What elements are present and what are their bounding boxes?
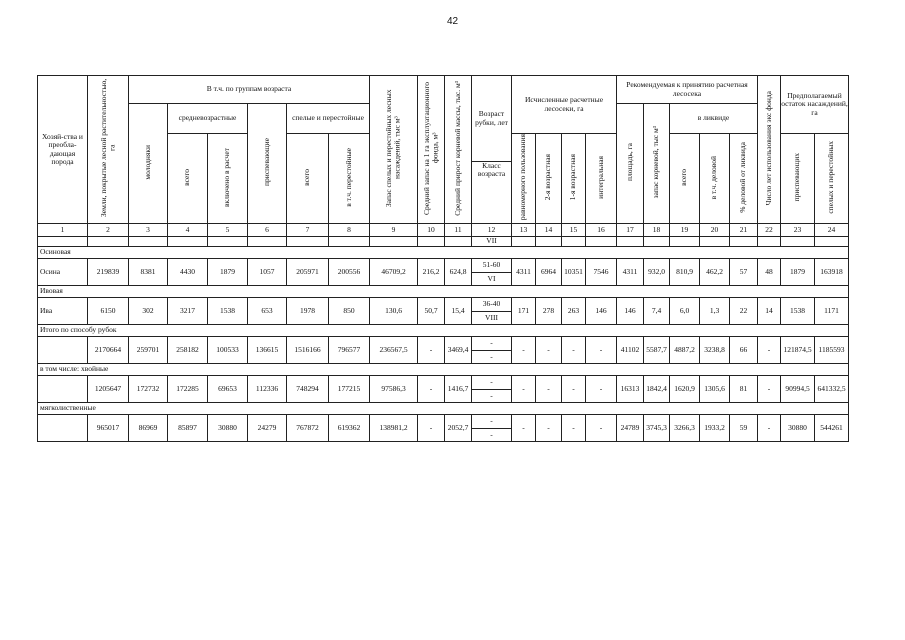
data-cell: 4311 [617, 259, 644, 286]
data-cell: 86969 [129, 415, 168, 442]
data-cell: 41102 [617, 337, 644, 364]
column-number: 13 [512, 224, 536, 237]
empty-cell [758, 237, 781, 247]
data-cell: 100533 [208, 337, 248, 364]
data-cell: 1879 [781, 259, 815, 286]
data-cell: - [562, 376, 586, 403]
data-cell: 163918 [815, 259, 849, 286]
data-cell: 748294 [287, 376, 329, 403]
data-cell: 81 [730, 376, 758, 403]
column-number: 22 [758, 224, 781, 237]
cutting-age-range: 36-40 [482, 299, 501, 309]
empty-cell [445, 237, 472, 247]
group-header-row [38, 286, 849, 298]
row-label: Осина [38, 259, 88, 286]
table-row [38, 259, 849, 286]
data-cell: - [512, 415, 536, 442]
group-header-row [38, 325, 849, 337]
data-cell: 24789 [617, 415, 644, 442]
empty-cell [512, 237, 536, 247]
cutting-age-range: - [490, 377, 493, 387]
cutting-age-cell [472, 259, 512, 286]
empty-cell [418, 237, 445, 247]
data-cell: 263 [562, 298, 586, 325]
header-included-calc: включено в расчет [208, 134, 248, 224]
header-second-age: 2-я возрастная [536, 134, 562, 224]
header-integral: интегральная [586, 134, 617, 224]
empty-cell [287, 237, 329, 247]
data-cell: 4311 [512, 259, 536, 286]
cutting-age-cell [472, 415, 512, 442]
data-cell: 138981,2 [370, 415, 418, 442]
header-total-c: всего [670, 134, 700, 224]
data-cell: 3266,3 [670, 415, 700, 442]
data-cell: 641332,5 [815, 376, 849, 403]
group-label: Ивовая [38, 286, 849, 298]
cutting-age-cell [472, 298, 512, 325]
header-total-b: всего [287, 134, 329, 224]
column-numbers-row [38, 224, 849, 237]
header-avg-stock: Средний запас на 1 га эксплуатационного фонда, м³ [418, 76, 445, 224]
data-cell: 6150 [88, 298, 129, 325]
data-cell: 1057 [248, 259, 287, 286]
cutting-age-cell [472, 337, 512, 364]
column-number: 12 [472, 224, 512, 237]
header-total-a: всего [168, 134, 208, 224]
header-stock-root: запас корневой, тыс м³ [644, 104, 670, 224]
group-header-row [38, 247, 849, 259]
header-farm-species: Хозяй-ства и преобла-дающая порода [38, 76, 88, 224]
data-cell: 7,4 [644, 298, 670, 325]
empty-cell [644, 237, 670, 247]
data-cell: 965017 [88, 415, 129, 442]
table-row [38, 415, 849, 442]
age-class-value: VI [472, 272, 511, 286]
age-class-value: VIII [472, 311, 511, 325]
data-cell: - [562, 415, 586, 442]
data-cell: 1516166 [287, 337, 329, 364]
header-calc-cuttings: Исчисленные расчетные лесосеки, га [512, 76, 617, 134]
data-cell: 810,9 [670, 259, 700, 286]
data-cell: 462,2 [700, 259, 730, 286]
data-cell: - [758, 376, 781, 403]
column-number: 7 [287, 224, 329, 237]
header-pct-commercial: % деловой от ликвида [730, 134, 758, 224]
data-cell: 1,3 [700, 298, 730, 325]
header-incl-overmature: в т.ч. перестойные [329, 134, 370, 224]
data-cell: 219839 [88, 259, 129, 286]
data-cell: 177215 [329, 376, 370, 403]
data-cell: 136615 [248, 337, 287, 364]
data-cell: - [586, 376, 617, 403]
age-class-value: - [472, 428, 511, 442]
data-cell: 1933,2 [700, 415, 730, 442]
data-cell: 205971 [287, 259, 329, 286]
data-cell: 767872 [287, 415, 329, 442]
data-cell: 3745,3 [644, 415, 670, 442]
group-label: Итого по способу рубок [38, 325, 849, 337]
empty-cell [208, 237, 248, 247]
column-number: 2 [88, 224, 129, 237]
empty-cell [815, 237, 849, 247]
column-number: 19 [670, 224, 700, 237]
row-label [38, 376, 88, 403]
data-cell: 200556 [329, 259, 370, 286]
header-stock-mature: Запас спелых и перестойных лесных насаждений, тыс м³ [370, 76, 418, 224]
data-cell: 1842,4 [644, 376, 670, 403]
cutting-age-range: - [490, 416, 493, 426]
empty-cell [248, 237, 287, 247]
data-cell: 653 [248, 298, 287, 325]
group-label: в том числе: хвойные [38, 364, 849, 376]
column-number: 6 [248, 224, 287, 237]
data-cell: 7546 [586, 259, 617, 286]
data-cell: - [418, 337, 445, 364]
empty-cell [370, 237, 418, 247]
column-number: 10 [418, 224, 445, 237]
header-expected-remainder: Предполагаемый остаток насаждений, га [781, 76, 849, 134]
row-label: Ива [38, 298, 88, 325]
table-row [38, 337, 849, 364]
data-cell: 850 [329, 298, 370, 325]
data-cell: 97586,3 [370, 376, 418, 403]
data-cell: - [418, 415, 445, 442]
forest-resource-table [37, 75, 849, 442]
column-number: 11 [445, 224, 472, 237]
data-cell: 544261 [815, 415, 849, 442]
data-cell: 57 [730, 259, 758, 286]
empty-cell [329, 237, 370, 247]
header-cutting-age: Возраст рубки, лет [472, 76, 512, 162]
data-cell: - [512, 337, 536, 364]
column-number: 16 [586, 224, 617, 237]
data-cell: 15,4 [445, 298, 472, 325]
column-number: 20 [700, 224, 730, 237]
data-cell: 302 [129, 298, 168, 325]
data-cell: - [758, 337, 781, 364]
header-avg-growth: Средний прирост корневой массы, тыс. м³ [445, 76, 472, 224]
row-label [38, 415, 88, 442]
data-cell: - [536, 376, 562, 403]
header-mature-group: спелые и перестойные [287, 104, 370, 134]
data-cell: - [512, 376, 536, 403]
header-incl-commercial: в т.ч. деловой [700, 134, 730, 224]
data-cell: 1185593 [815, 337, 849, 364]
empty-cell [168, 237, 208, 247]
data-cell: 2170664 [88, 337, 129, 364]
data-cell: 4430 [168, 259, 208, 286]
data-cell: 796577 [329, 337, 370, 364]
column-number: 21 [730, 224, 758, 237]
empty-row [38, 237, 849, 247]
data-cell: 5587,7 [644, 337, 670, 364]
data-cell: 130,6 [370, 298, 418, 325]
data-cell: - [586, 415, 617, 442]
data-cell: 4887,2 [670, 337, 700, 364]
data-cell: 236567,5 [370, 337, 418, 364]
data-cell: - [758, 415, 781, 442]
header-age-groups: В т.ч. по группам возраста [129, 76, 370, 104]
column-number: 8 [329, 224, 370, 237]
column-number: 5 [208, 224, 248, 237]
header-forest-land: Земли, покрытые лесной растительностью, га [88, 76, 129, 224]
header-maturing2: приспевающих [781, 134, 815, 224]
data-cell: 1978 [287, 298, 329, 325]
column-number: 9 [370, 224, 418, 237]
data-cell: - [536, 337, 562, 364]
data-cell: 172285 [168, 376, 208, 403]
data-cell: 216,2 [418, 259, 445, 286]
data-cell: - [562, 337, 586, 364]
empty-cell [536, 237, 562, 247]
data-cell: 1205647 [88, 376, 129, 403]
header-young: молодняки [129, 104, 168, 224]
data-cell: 932,0 [644, 259, 670, 286]
data-cell: 1620,9 [670, 376, 700, 403]
empty-cell [730, 237, 758, 247]
data-cell: - [418, 376, 445, 403]
data-cell: 619362 [329, 415, 370, 442]
cutting-age-cell [472, 376, 512, 403]
group-header-row [38, 364, 849, 376]
empty-cell [670, 237, 700, 247]
data-cell: 16313 [617, 376, 644, 403]
data-cell: 121874,5 [781, 337, 815, 364]
data-cell: 24279 [248, 415, 287, 442]
table-row [38, 376, 849, 403]
header-uniform: равномерного пользования [512, 134, 536, 224]
data-cell: - [536, 415, 562, 442]
data-cell: 146 [586, 298, 617, 325]
data-cell: 50,7 [418, 298, 445, 325]
data-cell: 66 [730, 337, 758, 364]
data-cell: 1879 [208, 259, 248, 286]
data-cell: 59 [730, 415, 758, 442]
header-maturing: приспевающие [248, 104, 287, 224]
header-years-use: Число лет использования экс фонда [758, 76, 781, 224]
data-cell: 1171 [815, 298, 849, 325]
column-number: 24 [815, 224, 849, 237]
column-number: 15 [562, 224, 586, 237]
header-area: площадь, га [617, 104, 644, 224]
column-number: 14 [536, 224, 562, 237]
data-cell: 22 [730, 298, 758, 325]
data-cell: 3238,8 [700, 337, 730, 364]
data-cell: 30880 [208, 415, 248, 442]
empty-cell [38, 237, 88, 247]
data-cell: 1538 [208, 298, 248, 325]
data-cell: 46709,2 [370, 259, 418, 286]
data-cell: 171 [512, 298, 536, 325]
data-cell: 146 [617, 298, 644, 325]
data-cell: 172732 [129, 376, 168, 403]
group-label: Осиновая [38, 247, 849, 259]
data-cell: 2052,7 [445, 415, 472, 442]
empty-cell [700, 237, 730, 247]
empty-cell [129, 237, 168, 247]
header-liquid: в ликвиде [670, 104, 758, 134]
empty-cell [781, 237, 815, 247]
data-cell: 1538 [781, 298, 815, 325]
data-cell: 10351 [562, 259, 586, 286]
group-header-row [38, 403, 849, 415]
group-label: мягколиственные [38, 403, 849, 415]
column-number: 3 [129, 224, 168, 237]
data-cell: 30880 [781, 415, 815, 442]
cutting-age-range: 51-60 [482, 260, 501, 270]
data-cell: 8381 [129, 259, 168, 286]
data-cell: 14 [758, 298, 781, 325]
row-label [38, 337, 88, 364]
header-mature2: спелых и перестойных [815, 134, 849, 224]
data-cell: 624,8 [445, 259, 472, 286]
header-middle-aged: средневозрастные [168, 104, 248, 134]
cutting-age-range: - [490, 338, 493, 348]
column-number: 4 [168, 224, 208, 237]
empty-cell [88, 237, 129, 247]
empty-cell: VII [472, 237, 512, 247]
column-number: 23 [781, 224, 815, 237]
age-class-value: - [472, 389, 511, 403]
data-cell: 69653 [208, 376, 248, 403]
data-cell: 85897 [168, 415, 208, 442]
data-cell: 259701 [129, 337, 168, 364]
column-number: 17 [617, 224, 644, 237]
column-number: 18 [644, 224, 670, 237]
page-number: 42 [446, 16, 459, 27]
data-cell: 90994,5 [781, 376, 815, 403]
data-cell: - [586, 337, 617, 364]
age-class-value: - [472, 350, 511, 364]
data-cell: 3469,4 [445, 337, 472, 364]
data-cell: 6964 [536, 259, 562, 286]
header-first-age: 1-я возрастная [562, 134, 586, 224]
empty-cell [562, 237, 586, 247]
data-cell: 3217 [168, 298, 208, 325]
data-cell: 48 [758, 259, 781, 286]
data-cell: 258182 [168, 337, 208, 364]
data-cell: 1416,7 [445, 376, 472, 403]
data-cell: 6,0 [670, 298, 700, 325]
empty-cell [617, 237, 644, 247]
data-cell: 1305,6 [700, 376, 730, 403]
empty-cell [586, 237, 617, 247]
data-cell: 112336 [248, 376, 287, 403]
table-row [38, 298, 849, 325]
header-age-class: Класс возраста [472, 162, 512, 224]
data-cell: 278 [536, 298, 562, 325]
header-recommended: Рекомендуемая к принятию расчетная лесосека [617, 76, 758, 104]
column-number: 1 [38, 224, 88, 237]
